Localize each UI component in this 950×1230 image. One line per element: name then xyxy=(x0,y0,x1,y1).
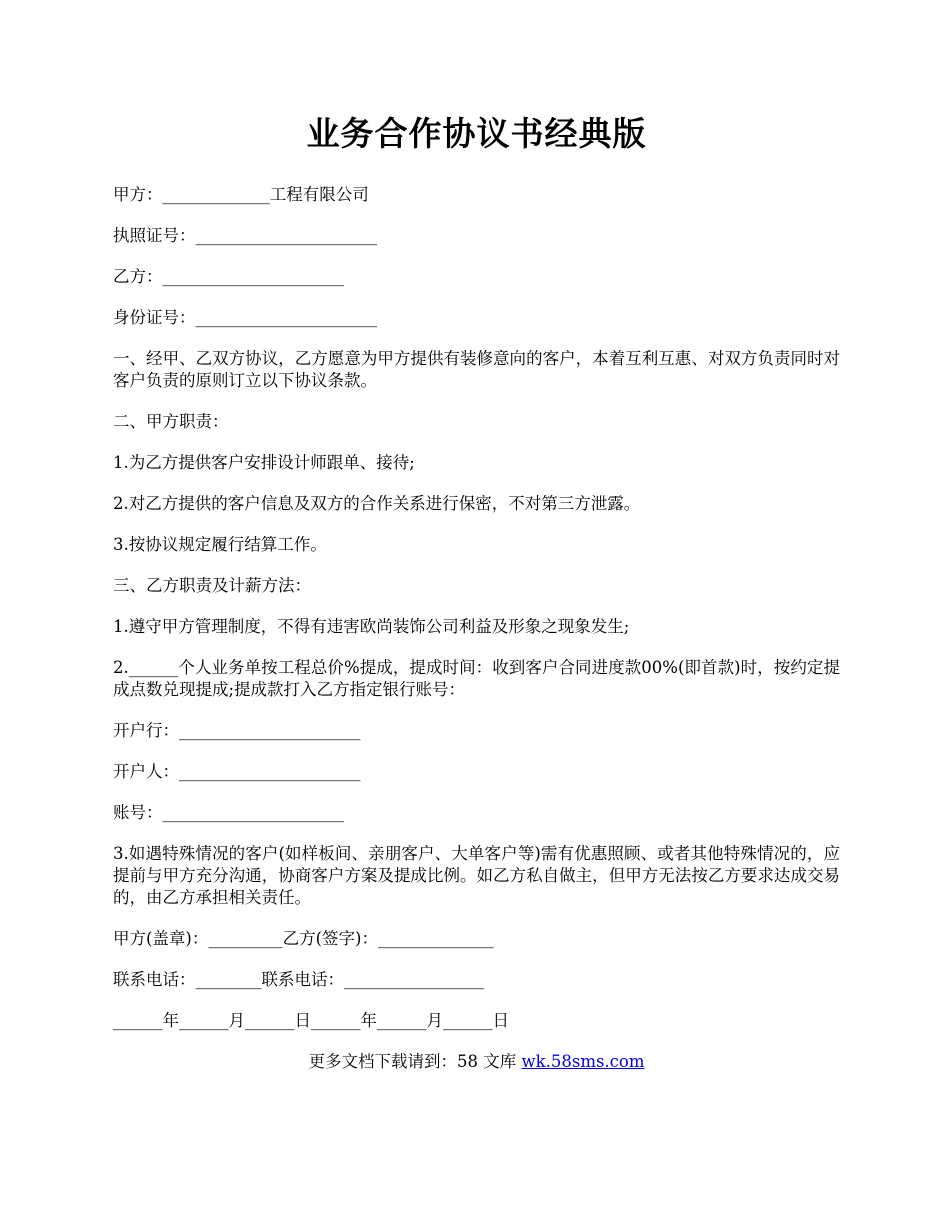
signature-line: 甲方(盖章)：_________乙方(签字)：______________ xyxy=(113,929,494,948)
date-line: ______年______月______日______年______月______日 xyxy=(113,1011,509,1030)
section-2-item-3: 3.按协议规定履行结算工作。 xyxy=(113,535,327,554)
section-2-heading: 二、甲方职责： xyxy=(113,412,229,431)
section-1-paragraph: 一、经甲、乙双方协议，乙方愿意为甲方提供有装修意向的客户，本着互利互惠、对双方负责同时对客户负责的原则订立以下协议条款。 xyxy=(113,349,840,390)
footer-text: 更多文档下载请到：58 文库 xyxy=(308,1052,522,1071)
party-a-line: 甲方：_____________工程有限公司 xyxy=(113,185,369,204)
footer-link[interactable]: wk.58sms.com xyxy=(521,1052,645,1071)
account-holder-line: 开户人：______________________ xyxy=(113,762,361,781)
account-number-line: 账号：______________________ xyxy=(113,803,344,822)
section-3-item-3: 3.如遇特殊情况的客户(如样板间、亲朋客户、大单客户等)需有优惠照顾、或者其他特殊情况的，应提前与甲方充分沟通，协商客户方案及提成比例。如乙方私自做主，但甲方无法按乙方要求达成交易的，由乙方承担相关责任。 xyxy=(113,844,840,907)
section-3-item-2: 2.______个人业务单按工程总价%提成，提成时间：收到客户合同进度款00%(即首款)时，按约定提成点数兑现提成;提成款打入乙方指定银行账号： xyxy=(113,658,840,699)
document-title: 业务合作协议书经典版 xyxy=(306,114,647,153)
party-b-line: 乙方：______________________ xyxy=(113,267,344,286)
footer xyxy=(113,1051,840,1073)
section-3-item-1: 1.遵守甲方管理制度，不得有违害欧尚装饰公司利益及形象之现象发生; xyxy=(113,617,630,636)
contact-phone-line: 联系电话：________联系电话：_________________ xyxy=(113,970,485,989)
bank-name-line: 开户行：______________________ xyxy=(113,721,361,740)
section-2-item-1: 1.为乙方提供客户安排设计师跟单、接待; xyxy=(113,453,415,472)
section-3-heading: 三、乙方职责及计薪方法： xyxy=(113,576,311,595)
section-2-item-2: 2.对乙方提供的客户信息及双方的合作关系进行保密，不对第三方泄露。 xyxy=(113,494,641,513)
id-number-line: 身份证号：______________________ xyxy=(113,308,377,327)
license-number-line: 执照证号：______________________ xyxy=(113,226,377,245)
